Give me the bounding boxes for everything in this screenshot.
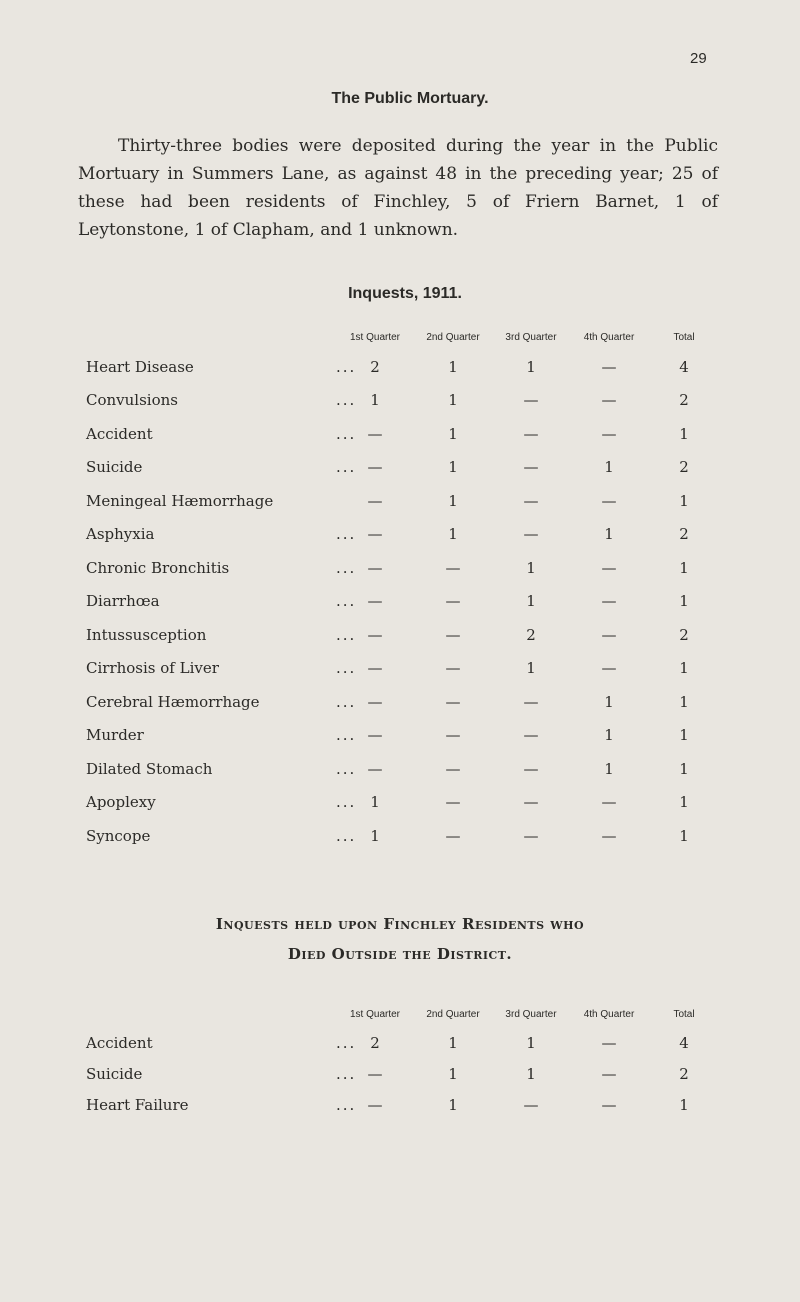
cell-q3: — [523, 458, 539, 477]
column-header: Total [673, 332, 695, 343]
table-row [86, 484, 720, 518]
cause-label: Murder [86, 726, 144, 745]
cell-q2: 1 [448, 424, 458, 443]
cell-total: 1 [679, 692, 689, 711]
cell-q4: 1 [604, 525, 614, 544]
cell-total: 1 [679, 592, 689, 611]
cell-q3: — [523, 391, 539, 410]
cell-q3: — [523, 826, 539, 845]
cell-q4: — [601, 558, 617, 577]
cell-q2: — [445, 558, 461, 577]
cell-q2: 1 [448, 357, 458, 376]
cell-q2: 1 [448, 391, 458, 410]
cell-q1: — [367, 1095, 383, 1114]
outside-heading-line2: Died Outside the District. [287, 945, 513, 963]
table-row [86, 417, 720, 451]
cell-q4: — [601, 826, 617, 845]
cell-total: 1 [679, 826, 689, 845]
cause-label: Diarrhœa [86, 592, 160, 611]
cell-q3: 1 [526, 357, 536, 376]
cause-label: Accident [86, 1033, 153, 1052]
cell-total: 1 [679, 659, 689, 678]
column-header: 1st Quarter [349, 1009, 401, 1020]
cause-label: Meningeal Hæmorrhage [86, 491, 274, 510]
cell-q2: 1 [448, 1033, 458, 1052]
cell-total: 1 [679, 726, 689, 745]
cause-label: Dilated Stomach [86, 759, 213, 778]
cause-label: Asphyxia [86, 525, 155, 544]
cause-label: Heart Disease [86, 357, 194, 376]
cause-label: Apoplexy [86, 793, 156, 812]
leader-dots: ... [336, 726, 357, 745]
cell-q3: — [523, 759, 539, 778]
cell-q1: — [367, 659, 383, 678]
leader-dots: ... [336, 1095, 357, 1114]
cell-q1: — [367, 625, 383, 644]
leader-dots: ... [336, 826, 357, 845]
column-header: 2nd Quarter [426, 1009, 480, 1020]
cell-q4: — [601, 793, 617, 812]
outside-heading-line1: Inquests held upon Finchley Residents who [215, 915, 585, 933]
cell-q2: — [445, 592, 461, 611]
leader-dots: ... [336, 592, 357, 611]
cell-q1: 1 [370, 793, 380, 812]
cell-q1: — [367, 759, 383, 778]
table-row [86, 350, 720, 384]
column-header: 2nd Quarter [426, 332, 480, 343]
cell-q3: 1 [526, 592, 536, 611]
table-row [86, 652, 720, 686]
cell-q1: — [367, 491, 383, 510]
mortuary-paragraph: Thirty-three bodies were deposited during the year in the Public Mortuary in Summers Lane, as against 48 in the preceding year; 25 of these had been residents of Finchley, 5 of Friern Barnet, 1 of Leytonstone, 1 of Clapham, and 1 unknown. [78, 136, 718, 240]
cell-q4: — [601, 357, 617, 376]
cell-total: 2 [679, 625, 689, 644]
cell-q3: — [523, 726, 539, 745]
table-row [86, 685, 720, 719]
column-header: Total [673, 1009, 695, 1020]
leader-dots: ... [336, 692, 357, 711]
cell-total: 1 [679, 491, 689, 510]
cause-label: Suicide [86, 458, 143, 477]
cell-q2: — [445, 793, 461, 812]
table-row [86, 451, 720, 485]
cell-q1: 1 [370, 391, 380, 410]
leader-dots: ... [336, 424, 357, 443]
cell-q1: — [367, 692, 383, 711]
cause-label: Heart Failure [86, 1095, 189, 1114]
cell-q1: — [367, 592, 383, 611]
cell-q3: — [523, 692, 539, 711]
leader-dots: ... [336, 357, 357, 376]
cause-label: Suicide [86, 1064, 143, 1083]
cause-label: Cirrhosis of Liver [86, 659, 219, 678]
cell-total: 2 [679, 458, 689, 477]
leader-dots: ... [336, 1064, 357, 1083]
cause-label: Convulsions [86, 391, 178, 410]
cell-q2: 1 [448, 458, 458, 477]
cell-total: 4 [679, 1033, 689, 1052]
cell-q3: 1 [526, 1033, 536, 1052]
cell-q2: — [445, 759, 461, 778]
cell-q4: — [601, 391, 617, 410]
cell-q3: 1 [526, 1064, 536, 1083]
cell-q4: — [601, 424, 617, 443]
table-row [86, 719, 720, 753]
cell-q3: — [523, 793, 539, 812]
cell-q3: — [523, 1095, 539, 1114]
table-row [86, 819, 720, 853]
page-title: The Public Mortuary. [331, 90, 489, 107]
cell-q4: — [601, 659, 617, 678]
table-row [86, 1027, 720, 1058]
cell-q1: 2 [370, 1033, 380, 1052]
cell-q3: 1 [526, 659, 536, 678]
cell-q1: 1 [370, 826, 380, 845]
table-row [86, 518, 720, 552]
table-row [86, 752, 720, 786]
leader-dots: ... [336, 1033, 357, 1052]
cause-label: Accident [86, 424, 153, 443]
leader-dots: ... [336, 458, 357, 477]
table-row [86, 1058, 720, 1089]
cell-total: 2 [679, 525, 689, 544]
cell-total: 1 [679, 424, 689, 443]
cell-q2: 1 [448, 1095, 458, 1114]
cell-q4: — [601, 1095, 617, 1114]
cell-total: 1 [679, 1095, 689, 1114]
cell-q4: — [601, 491, 617, 510]
cell-q1: — [367, 1064, 383, 1083]
table-row [86, 618, 720, 652]
leader-dots: ... [336, 558, 357, 577]
leader-dots: ... [336, 759, 357, 778]
leader-dots: ... [336, 525, 357, 544]
cell-total: 2 [679, 1064, 689, 1083]
cell-q4: — [601, 592, 617, 611]
cause-label: Chronic Bronchitis [86, 558, 230, 577]
cell-total: 1 [679, 759, 689, 778]
leader-dots: ... [336, 625, 357, 644]
leader-dots: ... [336, 391, 357, 410]
table-row [86, 384, 720, 418]
cell-total: 2 [679, 391, 689, 410]
cell-q4: — [601, 1064, 617, 1083]
cause-label: Syncope [86, 826, 151, 845]
cell-q4: 1 [604, 726, 614, 745]
inquests-heading: Inquests, 1911. [348, 285, 462, 302]
cell-q3: — [523, 491, 539, 510]
table-row [86, 786, 720, 820]
cell-q2: — [445, 625, 461, 644]
cause-label: Cerebral Hæmorrhage [86, 692, 260, 711]
cell-q1: — [367, 458, 383, 477]
cell-q4: 1 [604, 458, 614, 477]
cell-q4: — [601, 625, 617, 644]
column-header: 3rd Quarter [505, 1009, 557, 1020]
cell-q4: 1 [604, 759, 614, 778]
table-row [86, 1089, 720, 1120]
table-row [86, 585, 720, 619]
cell-q1: — [367, 726, 383, 745]
cell-q1: — [367, 558, 383, 577]
leader-dots: ... [336, 793, 357, 812]
cell-total: 1 [679, 558, 689, 577]
table-row [86, 551, 720, 585]
inquests-table [86, 308, 720, 853]
leader-dots: ... [336, 659, 357, 678]
cell-q3: — [523, 525, 539, 544]
cell-q4: — [601, 1033, 617, 1052]
cell-q2: 1 [448, 1064, 458, 1083]
cell-total: 4 [679, 357, 689, 376]
column-header: 4th Quarter [583, 332, 635, 343]
outside-table [86, 985, 720, 1120]
cell-total: 1 [679, 793, 689, 812]
cell-q1: — [367, 424, 383, 443]
cell-q2: 1 [448, 525, 458, 544]
cell-q1: — [367, 525, 383, 544]
cell-q2: — [445, 726, 461, 745]
cell-q3: — [523, 424, 539, 443]
column-header: 4th Quarter [583, 1009, 635, 1020]
cell-q1: 2 [370, 357, 380, 376]
column-header: 1st Quarter [349, 332, 401, 343]
cell-q3: 2 [526, 625, 536, 644]
cell-q3: 1 [526, 558, 536, 577]
cell-q4: 1 [604, 692, 614, 711]
cell-q2: 1 [448, 491, 458, 510]
column-header: 3rd Quarter [505, 332, 557, 343]
cell-q2: — [445, 826, 461, 845]
cell-q2: — [445, 659, 461, 678]
page-number: 29 [690, 50, 707, 67]
cell-q2: — [445, 692, 461, 711]
cause-label: Intussusception [86, 625, 207, 644]
